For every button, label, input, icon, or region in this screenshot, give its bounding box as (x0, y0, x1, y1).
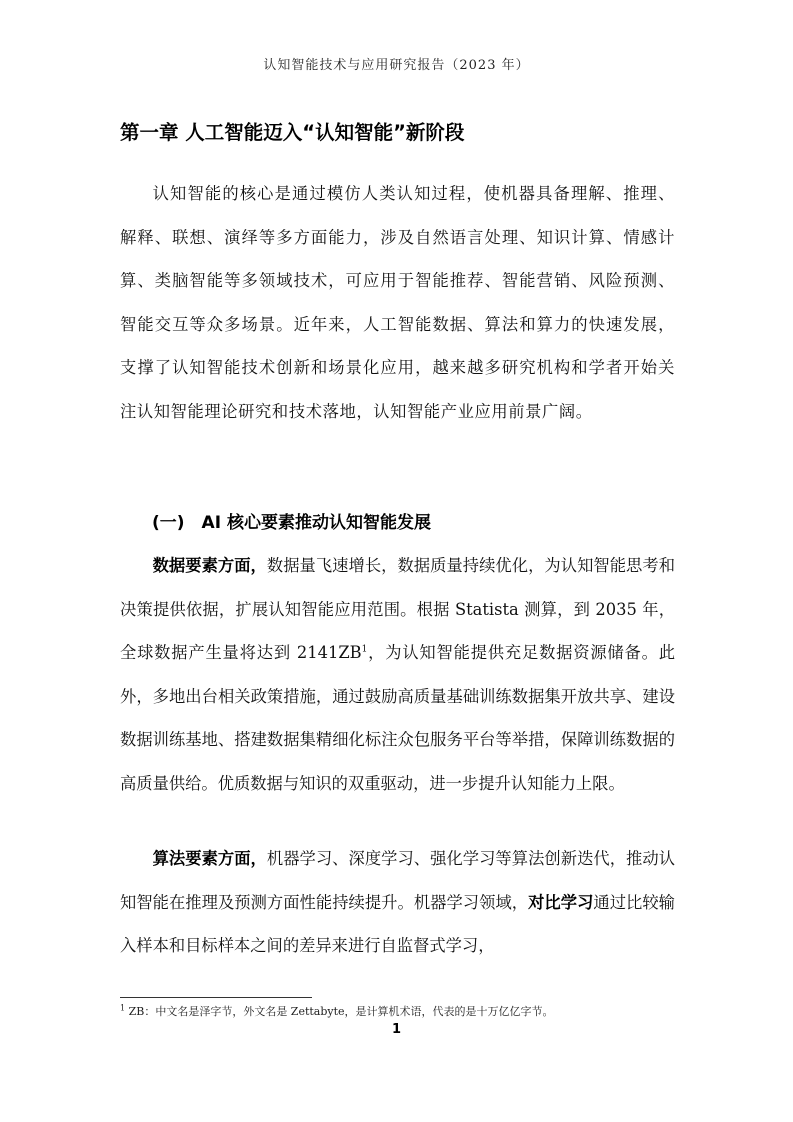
section-heading: (一) AI 核心要素推动认知智能发展 (152, 513, 431, 533)
footnote-marker: 1 (120, 1003, 126, 1013)
footnote-divider (120, 997, 312, 998)
footnote (120, 1004, 680, 1020)
data-factor-paragraph (120, 544, 675, 805)
data-factor-lead: 数据要素方面， (152, 556, 267, 575)
algorithm-factor-paragraph (120, 837, 675, 968)
chapter-title: 第一章 人工智能迈入“认知智能”新阶段 (120, 121, 465, 144)
data-factor-text-2: ，为认知智能提供充足数据资源储备。此外，多地出台相关政策措施，通过鼓励高质量基础训练数据集开放共享、建设数据训练基地、搭建数据集精细化标注众包服务平台等举措，保障训练数据的高质量供给。优质数据与知识的双重驱动，进一步提升认知能力上限。 (120, 643, 675, 793)
contrastive-learning-term: 对比学习 (528, 892, 594, 912)
chapter-intro-paragraph: 认知智能的核心是通过模仿人类认知过程，使机器具备理解、推理、解释、联想、演绎等多方面能力，涉及自然语言处理、知识计算、情感计算、类脑智能等多领域技术，可应用于智能推荐、智能营销、风险预测、智能交互等众多场景。近年来，人工智能数据、算法和算力的快速发展，支撑了认知智能技术创新和场景化应用，越来越多研究机构和学者开始关注认知智能理论研究和技术落地，认知智能产业应用前景广阔。 (120, 184, 675, 421)
data-factor-text-1: 数据量飞速增长，数据质量持续优化，为认知智能思考和决策提供依据，扩展认知智能应用范围。根据 Statista 测算，到 2035 年，全球数据产生量将达到 2141ZB (120, 556, 675, 662)
footnote-text: ZB：中文名是泽字节，外文名是 Zettabyte，是计算机术语，代表的是十万亿亿字节。 (125, 1005, 554, 1018)
page-number: 1 (391, 1022, 402, 1037)
algorithm-factor-text-2: 通过比较输入样本和目标样本之间的差异来进行自监督式学习， (120, 892, 675, 955)
algorithm-factor-text-1: 机器学习、深度学习、强化学习等算法创新迭代，推动认知智能在推理及预测方面性能持续提升。机器学习领域， (120, 849, 675, 912)
footnote-reference[interactable]: 1 (361, 644, 368, 655)
running-header: 认知智能技术与应用研究报告（2023 年） (263, 58, 530, 73)
algorithm-factor-lead: 算法要素方面， (152, 849, 267, 868)
